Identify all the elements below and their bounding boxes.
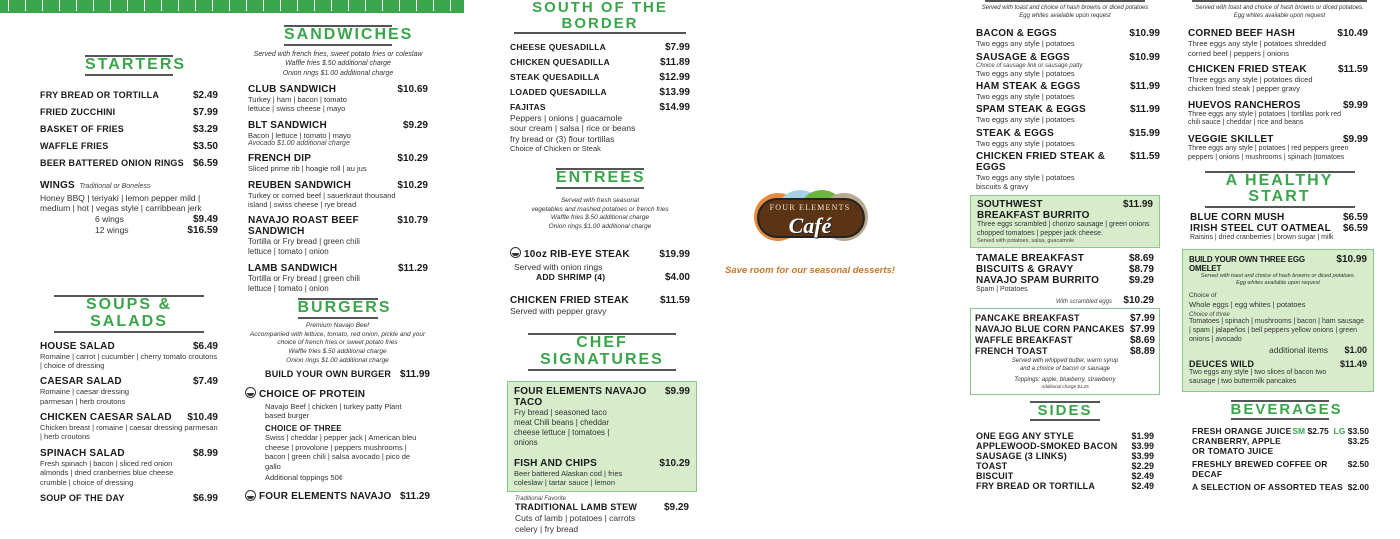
pancake-box: PANCAKE BREAKFAST $7.99 NAVAJO BLUE CORN PANCAKES $7.99 WAFFLE BREAKFAST $8.69 FRENCH TOAST $8.89 Served with whipped butter, warm syrup and a choice of bacon or sausage Toppings: apple, blueberry, strawberry Additional charge $1.25 — [970, 308, 1160, 395]
menu-item: STEAK & EGGS $15.99 Two eggs any style | potatoes — [976, 127, 1160, 148]
menu-item: HOUSE SALAD $6.49 Romaine | carrot | cucumber | cherry tomato croutons | choice of dressing — [40, 340, 218, 370]
burgers-section: BURGERS Premium Navajo Beef Accompanied with lettuce, tomato, red onion, pickle and your choice of french fries or sweet potato fries Waffle fries $.50 additional charge Onion rings $1.00 additional charge BUILD YOUR OWN BURGER $11.99 CHOICE OF PROTEIN Navajo Beef | chicken | turkey patty Plant based burger CHOICE OF THREE Swiss | cheddar | pepper jack | American bleu cheese | provolone | peppers mushrooms | bacon | green chili | salsa avocado | pico de gallo Additional toppings 50¢ FOUR ELEMENTS NAVAJO $11.29 — [245, 298, 430, 504]
beverages-title: BEVERAGES — [1230, 400, 1343, 418]
menu-item: NAVAJO ROAST BEEF SANDWICH $10.79 Tortilla or Fry bread | green chili lettuce | tomato | onion — [248, 215, 428, 257]
menu-item: CHEESE QUESADILLA $7.99 — [510, 41, 690, 53]
healthy-title: A HEALTHY START — [1205, 171, 1355, 209]
menu-item: FOUR ELEMENTS NAVAJO TACO $9.99 Fry bread | seasoned taco meat Chili beans | cheddar cheese lettuce | tomatoes | onions — [514, 385, 690, 447]
wings-item: WINGS Traditional or Boneless Honey BBQ | teriyaki | lemon pepper mild | medium | hot | vegas style | carribbean jerk 6 wings $9.49 12 wings $16.59 — [40, 179, 218, 237]
menu-item: CHICKEN FRIED STEAK $11.59 Three eggs any style | potatoes diced chicken fried steak | pepper gravy — [1188, 63, 1368, 94]
menu-item: CHICKEN FRIED STEAK & EGGS $11.59 Two eggs any style | potatoes biscuits & gravy — [976, 151, 1160, 192]
menu-item: CRANBERRY, APPLE OR TOMATO JUICE $3.25 — [1192, 435, 1369, 456]
dessert-tagline: Save room for our seasonal desserts! — [724, 265, 895, 276]
menu-item: HAM STEAK & EGGS $11.99 Two eggs any style | potatoes — [976, 80, 1160, 101]
south-title: SOUTH OF THE BORDER — [514, 0, 686, 34]
chef-box — [507, 381, 697, 493]
menu-item: VEGGIE SKILLET $9.99 Three eggs any style | potatoes | red peppers green peppers | onions | mushrooms | spinach |tomatoes — [1188, 134, 1368, 161]
lamb-stew-item: Traditional Favorite TRADITIONAL LAMB STEW $9.29 Cuts of lamb | potatoes | carrots celery | fry bread — [515, 496, 689, 534]
omelet-box: BUILD YOUR OWN THREE EGG OMELET $10.99 Served with toast and choice of hash browns or diced potatoes. Egg whites available upon request Choice of Whole eggs | egg whites | potatoes Choice of three Tomatoes | spinach | mushrooms | bacon | ham sausage | spam | jalapeños | bell peppers yellow onions | green onions | avocado additional items $1.00 DEUCES WILD $11.49 Two eggs any style | two slices of bacon two sausage | two buttermilk pancakes — [1182, 249, 1374, 392]
menu-item: BISCUITS & GRAVY $8.79 — [976, 264, 1154, 276]
cafe-logo: FOUR ELEMENTS Café — [750, 187, 870, 247]
starters-section — [40, 55, 218, 236]
menu-item: FRIED ZUCCHINI $7.99 — [40, 106, 218, 118]
menu-item: BACON & EGGS $10.99 Two eggs any style | potatoes — [976, 28, 1160, 49]
breakfast-section: Served with toast and choice of hash browns or diced potatoes Egg whites available upon request BACON & EGGS $10.99 Two eggs any style | potatoes SAUSAGE & EGGS $10.99 Choice of sausage link or sausage patty Two eggs any style | potatoes HAM STEAK & EGGS $11.99 Two eggs any style | potatoes SPAM STEAK & EGGS $11.99 Two eggs any style | potatoes STEAK & EGGS $15.99 Two eggs any style | potatoes CHICKEN FRIED STEAK & EGGS $11.59 Two eggs any style | potatoes biscuits & gravy SOUTHWEST $11.99 BREAKFAST BURRITO Three eggs scrambled | chorizo sausage | green onions chopped tomatoes | pepper jack cheese. Served with potatoes, salsa, guacamole TAMALE BREAKFAST $8.69 BISCUITS & GRAVY $8.79 NAVAJO SPAM BURRITO $9.29 Spam | Potatoes With scrambled eggs $10.29 PANCAKE BREAKFAST $7.99 NAVAJO BLUE CORN PANCAKES $7.99 WAFFLE BREAKFAST $8.69 FRENCH TOAST $8.89 Served with whipped butter, warm syrup and a choice of bacon or sausage Toppings: apple, blueberry, strawberry Additional charge $1.25 SIDES ONE EGG ANY STYLE $1.99 APPLEWOOD-SMOKED BACON $3.99 SAUSAGE (3 LINKS) $3.99 TOAST $2.29 BISCUIT $2.49 FRY BREAD OR TORTILLA $2.49 — [970, 0, 1160, 491]
menu-item: SAUSAGE (3 LINKS) $3.99 — [976, 451, 1154, 462]
chef-title: CHEF SIGNATURES — [528, 333, 676, 371]
signature-bowl-icon — [245, 387, 256, 398]
signature-bowl-icon — [245, 490, 256, 501]
menu-item: SOUP OF THE DAY $6.99 — [40, 492, 218, 504]
menu-item: APPLEWOOD-SMOKED BACON $3.99 — [976, 441, 1154, 452]
menu-item: NAVAJO BLUE CORN PANCAKES $7.99 — [975, 324, 1155, 336]
menu-item: CAESAR SALAD $7.49 Romaine | caesar dressing parmesan | herb croutons — [40, 376, 218, 406]
menu-item: WAFFLE BREAKFAST $8.69 — [975, 335, 1155, 347]
menu-item: HUEVOS RANCHEROS $9.99 Three eggs any style | potatoes | tortillas pork red chili sauce | cheddar | rice and beans — [1188, 99, 1368, 127]
decorative-border — [0, 0, 464, 12]
menu-item: PANCAKE BREAKFAST $7.99 — [975, 313, 1155, 325]
entrees-title: ENTREES — [556, 168, 644, 189]
menu-item: TAMALE BREAKFAST $8.69 — [976, 253, 1154, 265]
skillets-section: Served with toast and choice of hash browns or diced potatoes. Egg whites available upon request CORNED BEEF HASH $10.49 Three eggs any style | potatoes shredded corned beef | peppers | onions CHICKEN FRIED STEAK $11.59 Three eggs any style | potatoes diced chicken fried steak | pepper gravy HUEVOS RANCHEROS $9.99 Three eggs any style | potatoes | tortillas pork red chili sauce | cheddar | rice and beans VEGGIE SKILLET $9.99 Three eggs any style | potatoes | red peppers green peppers | onions | mushrooms | spinach |tomatoes A HEALTHY START BLUE CORN MUSH $6.59 IRISH STEEL CUT OATMEAL $6.59 Raisins | dried cranberries | brown sugar | milk BUILD YOUR OWN THREE EGG OMELET $10.99 Served with toast and choice of hash browns or diced potatoes. Egg whites available upon request Choice of Whole eggs | egg whites | potatoes Choice of three Tomatoes | spinach | mushrooms | bacon | ham sausage | spam | jalapeños | bell peppers yellow onions | green onions | avocado additional items $1.00 DEUCES WILD $11.49 Two eggs any style | two slices of bacon two sausage | two buttermilk pancakes BEVERAGES FRESH ORANGE JUICE SM $2.75 LG $3.50 CRANBERRY, APPLE OR TOMATO JUICE $3.25 FRESHLY BREWED COFFEE OR DECAF $2.50 A SELECTION OF ASSORTED TEAS $2.00 — [1182, 0, 1377, 492]
fajitas-item: FAJITAS $14.99 Peppers | onions | guacamole sour cream | salsa | rice or beans fry bread or (3) flour tortillas Choice of Chicken or Steak — [510, 101, 690, 154]
menu-item: TOAST $2.29 — [976, 461, 1154, 472]
menu-item: CORNED BEEF HASH $10.49 Three eggs any style | potatoes shredded corned beef | peppers | onions — [1188, 28, 1368, 58]
menu-item: BASKET OF FRIES $3.29 — [40, 123, 218, 135]
menu-item: REUBEN SANDWICH $10.29 Turkey or corned beef | sauerkraut thousand island | swiss cheese | rye bread — [248, 179, 428, 209]
menu-item: STEAK QUESADILLA $12.99 — [510, 71, 690, 83]
burgers-title: BURGERS — [298, 298, 378, 319]
menu-item: FRY BREAD OR TORTILLA $2.49 — [40, 89, 218, 101]
soups-salads-section — [40, 295, 218, 510]
menu-item: WAFFLE FRIES $3.50 — [40, 140, 218, 152]
signature-bowl-icon — [510, 247, 521, 258]
build-burger: BUILD YOUR OWN BURGER $11.99 — [265, 368, 430, 380]
menu-item: FRENCH DIP $10.29 Sliced prime rib | hoagie roll | au jus — [248, 153, 428, 174]
menu-item: FISH AND CHIPS $10.29 Beer battered Alaskan cod | fries coleslaw | tartar sauce | lemon — [514, 457, 690, 487]
menu-item: ONE EGG ANY STYLE $1.99 — [976, 431, 1154, 442]
menu-item: A SELECTION OF ASSORTED TEAS $2.00 — [1192, 481, 1369, 492]
starters-title: STARTERS — [85, 55, 173, 76]
menu-item: CHICKEN QUESADILLA $11.89 — [510, 56, 690, 68]
menu-item: CHICKEN CAESAR SALAD $10.49 Chicken breast | romaine | caesar dressing parmesan | herb croutons — [40, 412, 218, 442]
sandwiches-title: SANDWICHES — [284, 25, 392, 46]
south-border-section — [510, 0, 690, 154]
menu-item: FRESH ORANGE JUICE SM $2.75 LG $3.50 — [1192, 425, 1369, 436]
menu-item: BISCUIT $2.49 — [976, 471, 1154, 482]
entrees-section: ENTREES Served with fresh seasonal vegetables and mashed potatoes or french fries Waffle fries $.50 additional charge Onion rings $1.00 additional charge 10oz RIB-EYE STEAK $19.99 Served with onion rings ADD SHRIMP (4) $4.00 CHICKEN FRIED STEAK $11.59 Served with pepper gravy — [510, 169, 690, 317]
menu-item: SAUSAGE & EGGS $10.99 Choice of sausage link or sausage patty Two eggs any style | potatoes — [976, 51, 1160, 78]
menu-item: LAMB SANDWICH $11.29 Tortilla or Fry bread | green chili lettuce | tomato | onion — [248, 263, 428, 294]
sides-title: SIDES — [1030, 401, 1100, 421]
menu-item: FRESHLY BREWED COFFEE OR DECAF $2.50 — [1192, 458, 1369, 479]
menu-item: CLUB SANDWICH $10.69 Turkey | ham | bacon | tomato lettuce | swiss cheese | mayo — [248, 84, 428, 114]
menu-item: BEER BATTERED ONION RINGS $6.59 — [40, 157, 218, 169]
menu-item: LOADED QUESADILLA $13.99 — [510, 86, 690, 98]
menu-item: BLUE CORN MUSH $6.59 — [1190, 212, 1368, 224]
menu-item: BLT SANDWICH $9.29 Bacon | lettuce | tomato | mayo Avocado $1.00 additional charge — [248, 119, 428, 148]
menu-item: SPINACH SALAD $8.99 Fresh spinach | bacon | sliced red onion almonds | dried cranberries blue cheese crumble | choice of dressing — [40, 447, 218, 487]
menu-item: FRENCH TOAST $8.89 — [975, 346, 1155, 358]
soups-title: SOUPS & SALADS — [54, 295, 204, 333]
sandwiches-section: SANDWICHES Served with french fries, sweet potato fries or coleslaw Waffle fries $.50 additional charge Onion rings $1.00 additional charge CLUB SANDWICH $10.69 Turkey | ham | bacon | tomato lettuce | swiss cheese | mayo BLT SANDWICH $9.29 Bacon | lettuce | tomato | mayo Avocado $1.00 additional charge FRENCH DIP $10.29 Sliced prime rib | hoagie roll | au jus REUBEN SANDWICH $10.29 Turkey or corned beef | sauerkraut thousand island | swiss cheese | rye bread NAVAJO ROAST BEEF SANDWICH $10.79 Tortilla or Fry bread | green chili lettuce | tomato | onion LAMB SANDWICH $11.29 Tortilla or Fry bread | green chili lettuce | tomato | onion — [248, 26, 428, 294]
menu-item: SPAM STEAK & EGGS $11.99 Two eggs any style | potatoes — [976, 104, 1160, 125]
chef-signatures-section — [507, 333, 697, 539]
menu-item: NAVAJO SPAM BURRITO $9.29 — [976, 275, 1154, 287]
menu-item: FRY BREAD OR TORTILLA $2.49 — [976, 481, 1154, 492]
menu-item: IRISH STEEL CUT OATMEAL $6.59 — [1190, 223, 1368, 235]
burrito-box: SOUTHWEST $11.99 BREAKFAST BURRITO Three eggs scrambled | chorizo sausage | green onions chopped tomatoes | pepper jack cheese. Served with potatoes, salsa, guacamole — [970, 195, 1160, 249]
